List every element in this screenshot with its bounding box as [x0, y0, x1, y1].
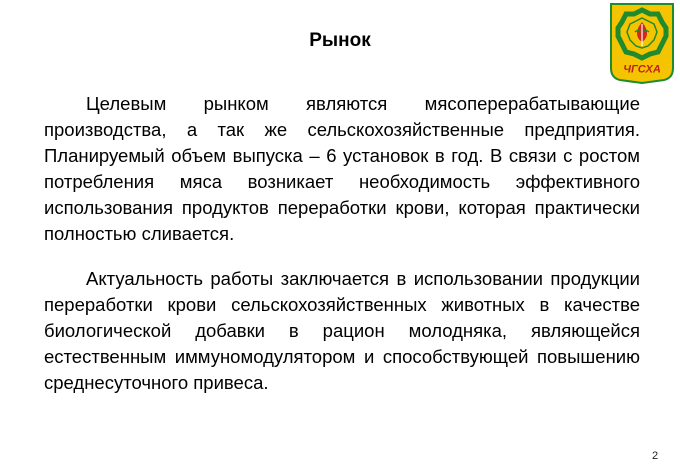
paragraph-target-market-text: Целевым рынком являются мясоперерабатывающие производства, а так же сельскохозяйственные предприятия. Планируемый объем выпуска – 6 установок в год. В связи с ростом потребления мяса возникает необходимость эффективного использования продуктов переработки крови, которая практически полностью сливается. [44, 93, 640, 244]
paragraph-target-market [44, 91, 640, 247]
logo-text: ЧГСХА [623, 63, 661, 76]
paragraph-relevance [44, 266, 640, 396]
paragraph-relevance-text: Актуальность работы заключается в использовании продукции переработки крови сельскохозяйственных животных в качестве биологической добавки в рацион молодняка, являющейся естественным иммуномодулятором и способствующей повышению среднесуточного привеса. [44, 268, 640, 393]
chgsha-emblem-icon [608, 2, 676, 84]
page-number: 2 [652, 450, 659, 462]
slide-title: Рынок [309, 30, 371, 51]
